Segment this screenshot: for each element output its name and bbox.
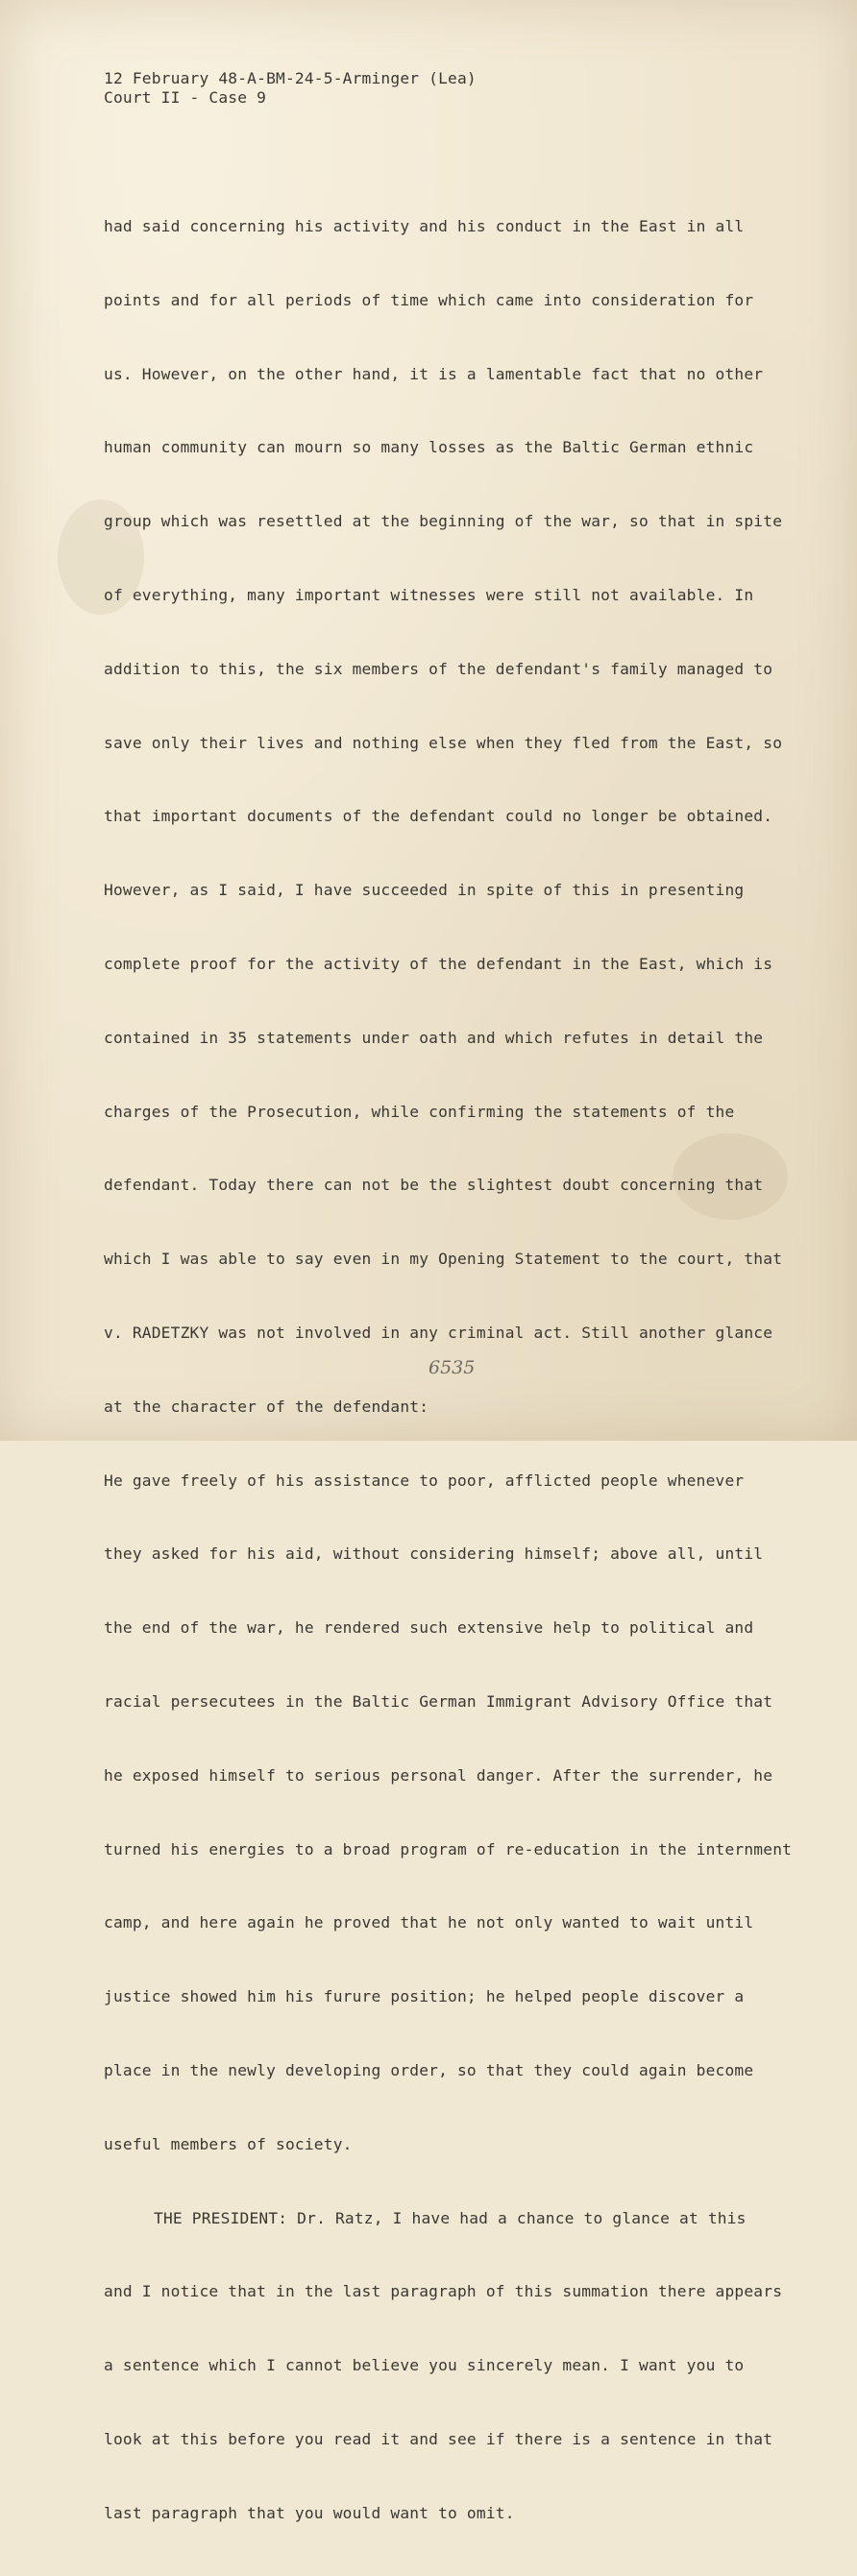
page-number: 6535 — [428, 1357, 476, 1378]
text-line: points and for all periods of time which came into consideration for — [104, 290, 754, 309]
text-line: useful members of society. — [104, 2134, 353, 2153]
header-reference-line: 12 February 48-A-BM-24-5-Arminger (Lea) — [104, 69, 477, 87]
text-line: of everything, many important witnesses were still not available. In — [104, 585, 754, 604]
text-line: and I notice that in the last paragraph of this summation there appears — [104, 2282, 783, 2301]
text-line: had said concerning his activity and his conduct in the East in all — [104, 217, 745, 235]
text-line-president: THE PRESIDENT: Dr. Ratz, I have had a chance to glance at this — [154, 2208, 747, 2227]
text-line: human community can mourn so many losses as the Baltic German ethnic — [104, 438, 754, 457]
text-line: the end of the war, he rendered such extensive help to political and — [104, 1618, 754, 1638]
text-line: complete proof for the activity of the defendant in the East, which is — [104, 954, 773, 973]
text-line: at the character of the defendant: — [104, 1397, 429, 1416]
text-line: racial persecutees in the Baltic German Immigrant Advisory Office that — [104, 1691, 773, 1711]
text-line: us. However, on the other hand, it is a lamentable fact that no other — [104, 364, 764, 383]
text-line: a sentence which I cannot believe you sincerely mean. I want you to — [104, 2356, 745, 2375]
text-line: contained in 35 statements under oath and which refutes in detail the — [104, 1028, 764, 1047]
text-line: justice showed him his furure position; he helped people discover a — [104, 1987, 745, 2006]
text-line: defendant. Today there can not be the slightest doubt concerning that — [104, 1176, 764, 1195]
text-line: camp, and here again he proved that he not only wanted to wait until — [104, 1913, 754, 1932]
text-line: group which was resettled at the beginning of the war, so that in spite — [104, 512, 783, 531]
header-court-line: Court II - Case 9 — [104, 88, 267, 107]
text-line: save only their lives and nothing else when they fled from the East, so — [104, 733, 783, 752]
text-line: he exposed himself to serious personal danger. After the surrender, he — [104, 1765, 773, 1785]
text-line: they asked for his aid, without considering himself; above all, until — [104, 1544, 764, 1564]
text-line: last paragraph that you would want to omit. — [104, 2503, 515, 2522]
text-line: v. RADETZKY was not involved in any criminal act. Still another glance — [104, 1323, 773, 1342]
text-line: which I was able to say even in my Opening Statement to the court, that — [104, 1250, 783, 1269]
text-line: He gave freely of his assistance to poor, afflicted people whenever — [104, 1470, 745, 1490]
text-line: turned his energies to a broad program of re-education in the internment — [104, 1839, 793, 1859]
text-line: place in the newly developing order, so that they could again become — [104, 2060, 754, 2079]
text-line: look at this before you read it and see if there is a sentence in that — [104, 2429, 773, 2448]
text-line: charges of the Prosecution, while confirming the statements of the — [104, 1102, 735, 1121]
text-line: that important documents of the defendant could no longer be obtained. — [104, 807, 773, 826]
text-line: addition to this, the six members of the defendant's family managed to — [104, 659, 773, 678]
text-line: However, as I said, I have succeeded in spite of this in presenting — [104, 881, 745, 900]
